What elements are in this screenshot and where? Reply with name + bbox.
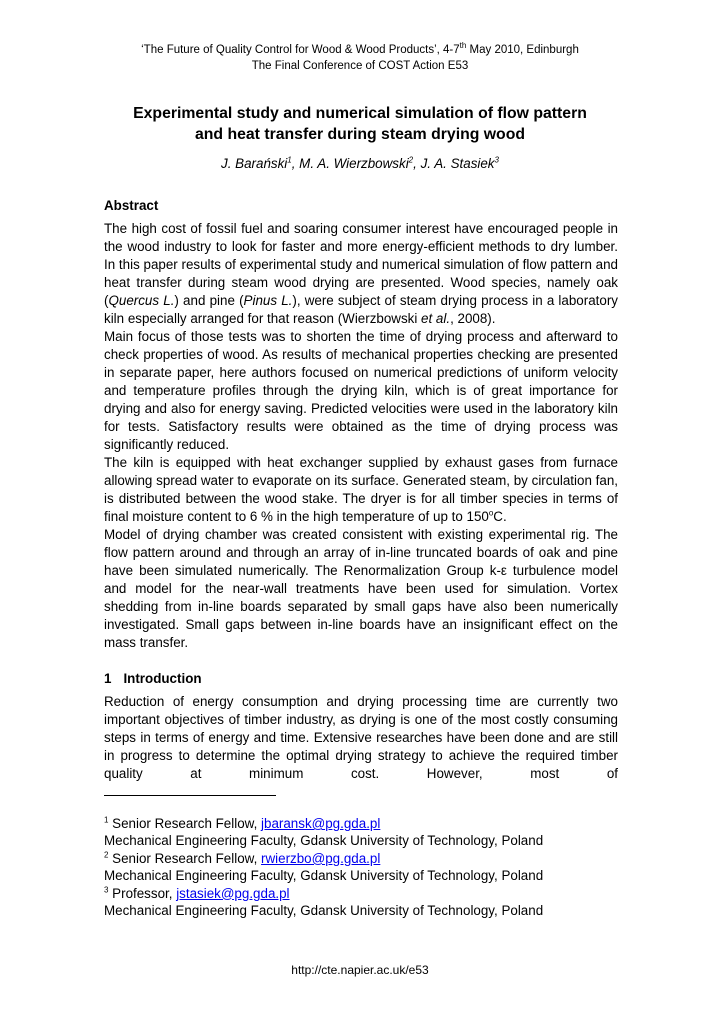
abstract-heading: Abstract [104,198,159,213]
abstract-paragraph: The kiln is equipped with heat exchanger supplied by exhaust gases from furnace allowing spread water to evaporate on its surface. Generated steam, by circulation fan, is distributed between the wood stake. The dryer is for all timber species in terms of final moisture content to 6 % in the high temperature of up to 150$^o$C. [104,455,618,524]
paper-title: Experimental study and numerical simulation of flow pattern and heat transfer during steam drying wood [133,105,587,143]
footnotes [104,815,624,919]
email-link-3[interactable]: jstasiek@pg.gda.pl [176,885,290,901]
introduction-body [104,693,618,783]
abstract-paragraph: Model of drying chamber was created consistent with existing experimental rig. The flow pattern around and through an array of in-line truncated boards of oak and pine have been simulated numerically. The Renormalization Group k-ε turbulence model and model for the near-wall treatments have been used for simulation. Vortex shedding from in-line boards separated by small gaps have also been numerically investigated. Small gaps between in-line boards have an insignificant effect on the mass transfer. [104,527,618,650]
email-link-1[interactable]: jbaransk@pg.gda.pl [261,816,381,831]
footnote-1: $^1$ Senior Research Fellow, jbaransk@pg.gda.pl [104,815,381,831]
author: J. Barański [221,156,288,171]
conference-header [0,42,720,74]
header-line-2: The Final Conference of COST Action E53 [251,60,469,72]
abstract-paragraph: The high cost of fossil fuel and soaring consumer interest have encouraged people in the wood industry to look for faster and more energy-efficient methods to dry lumber. In this paper results of experimental study and numerical simulation of flow pattern and heat transfer during steam wood drying are presented. Wood species, namely oak (Quercus L.) and pine (Pinus L.), were subject of steam drying process in a laboratory kiln especially arranged for that reason (Wierzbowski et al., 2008). [104,221,618,326]
footnote-2-affiliation: Mechanical Engineering Faculty, Gdansk University of Technology, Poland [104,868,544,884]
author: J. A. Stasiek [420,156,495,171]
footer-url: http://cte.napier.ac.uk/e53 [291,963,429,977]
footnote-1-affiliation: Mechanical Engineering Faculty, Gdansk University of Technology, Poland [104,833,544,849]
footnote-3-affiliation: Mechanical Engineering Faculty, Gdansk University of Technology, Poland [104,903,544,919]
abstract-body [104,220,618,652]
header-line-1: ‘The Future of Quality Control for Wood & Wood Products’, 4-7th May 2010, Edinburgh [141,41,579,56]
author-list: J. Barański$^1$, M. A. Wierzbowski$^2$, J. A. Stasiek$^3$ [221,155,499,171]
email-link-2[interactable]: rwierzbo@pg.gda.pl [261,850,381,866]
footnote-2: $^2$ Senior Research Fellow, rwierzbo@pg.gda.pl [104,850,381,866]
footnote-separator [104,795,276,796]
abstract-paragraph: Main focus of those tests was to shorten the time of drying process and afterward to check properties of wood. As results of mechanical properties checking are presented in separate paper, here authors focused on numerical predictions of uniform velocity and temperature profiles through the drying kiln, which is of great importance for drying and also for energy saving. Predicted velocities were used in the laboratory kiln for tests. Satisfactory results were obtained as the time of drying process was significantly reduced. [104,329,618,452]
footnote-3: $^3$ Professor, jstasiek@pg.gda.pl [104,885,290,901]
introduction-paragraph: Reduction of energy consumption and drying processing time are currently two important objectives of timber industry, as drying is one of the most costly consuming steps in terms of energy and time. Extensive researches have been done and are still in progress to determine the optimal drying strategy to achieve the required timber quality at minimum cost. However, most of [104,694,618,781]
author: M. A. Wierzbowski [299,156,409,171]
introduction-heading: 1 Introduction [104,671,202,686]
